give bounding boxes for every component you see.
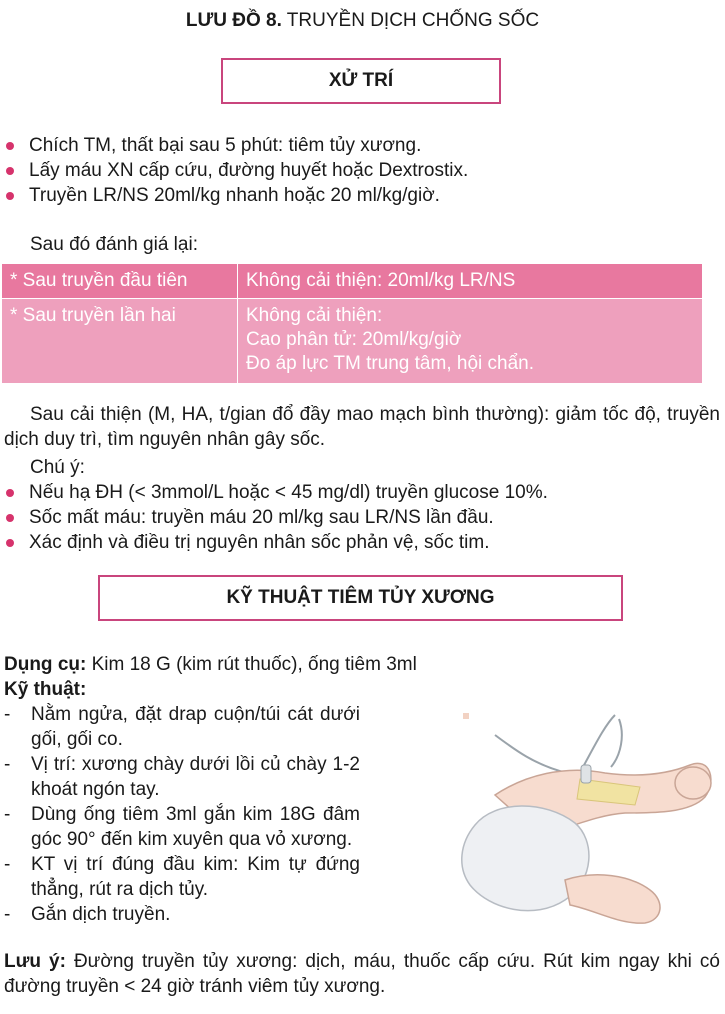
bullet-icon xyxy=(6,192,14,200)
caution-label: Lưu ý: xyxy=(4,951,66,972)
section-header-management: XỬ TRÍ xyxy=(221,58,501,104)
marker-dot xyxy=(463,713,469,719)
bullet-icon xyxy=(6,142,14,150)
caution-paragraph xyxy=(4,949,720,999)
evaluation-table xyxy=(2,264,702,383)
intraosseous-illustration xyxy=(455,705,717,935)
technique-label: Kỹ thuật: xyxy=(4,679,87,700)
list-item: Truyền LR/NS 20ml/kg nhanh hoặc 20 ml/kg/giờ. xyxy=(6,183,706,208)
caution-text: Đường truyền tủy xương: dịch, máu, thuốc cấp cứu. Rút kim ngay khi có đường truyền < 24 giờ tránh viêm tủy xương. xyxy=(4,951,720,997)
list-item: - Dùng ống tiêm 3ml gắn kim 18G đâm góc 90° đến kim xuyên qua vỏ xương. xyxy=(4,804,360,850)
list-item: Lấy máu XN cấp cứu, đường huyết hoặc Dextrostix. xyxy=(6,158,706,183)
list-item: - Gắn dịch truyền. xyxy=(4,904,171,925)
infant-leg xyxy=(565,875,660,923)
table-row xyxy=(2,264,702,299)
list-item: Sốc mất máu: truyền máu 20 ml/kg sau LR/NS lần đầu. xyxy=(6,505,706,530)
after-improvement-text: Sau cải thiện (M, HA, t/gian đổ đầy mao mạch bình thường): giảm tốc độ, truyền dịch duy trì, tìm nguyên nhân gây sốc. xyxy=(4,404,720,450)
list-item: - KT vị trí đúng đầu kim: Kim tự đứng thẳng, rút ra dịch tủy. xyxy=(4,854,360,900)
bullet-icon xyxy=(6,167,14,175)
iv-tubing xyxy=(583,715,615,767)
table-cell-right: Không cải thiện: 20ml/kg LR/NS xyxy=(246,270,516,291)
table-cell-left: * Sau truyền lần hai xyxy=(2,299,238,383)
tools-text: Kim 18 G (kim rút thuốc), ống tiêm 3ml xyxy=(86,654,417,675)
needle-icon xyxy=(581,765,591,783)
management-list xyxy=(6,133,706,208)
tools-line xyxy=(4,652,417,677)
bullet-icon xyxy=(6,539,14,547)
infant-knee xyxy=(675,767,711,799)
table-cell-right: Không cải thiện: Cao phân tử: 20ml/kg/giờ Đo áp lực TM trung tâm, hội chẩn. xyxy=(238,299,703,383)
table-cell-left: * Sau truyền đầu tiên xyxy=(2,264,238,299)
list-item: Nếu hạ ĐH (< 3mmol/L hoặc < 45 mg/dl) truyền glucose 10%. xyxy=(6,480,706,505)
list-item: Xác định và điều trị nguyên nhân sốc phản vệ, sốc tim. xyxy=(6,530,706,555)
iv-tubing xyxy=(611,719,622,767)
list-item: - Nằm ngửa, đặt drap cuộn/túi cát dưới gối, gối co. xyxy=(4,704,360,750)
title-bold: LƯU ĐỒ 8. xyxy=(185,10,282,31)
reassess-label: Sau đó đánh giá lại: xyxy=(30,234,198,255)
title-rest: TRUYỀN DỊCH CHỐNG SỐC xyxy=(281,10,540,31)
note-label: Chú ý: xyxy=(30,457,85,478)
iv-tubing xyxy=(495,735,567,773)
tools-label: Dụng cụ: xyxy=(4,654,87,675)
notes-list xyxy=(6,480,706,555)
bullet-icon xyxy=(6,489,14,497)
list-item: - Vị trí: xương chày dưới lồi củ chày 1-2 khoát ngón tay. xyxy=(4,754,360,800)
bullet-icon xyxy=(6,514,14,522)
table-row xyxy=(2,299,702,383)
page-title xyxy=(0,10,725,32)
technique-steps xyxy=(4,702,360,927)
list-item: Chích TM, thất bại sau 5 phút: tiêm tủy xương. xyxy=(6,133,706,158)
section-header-intraosseous: KỸ THUẬT TIÊM TỦY XƯƠNG xyxy=(98,575,623,621)
